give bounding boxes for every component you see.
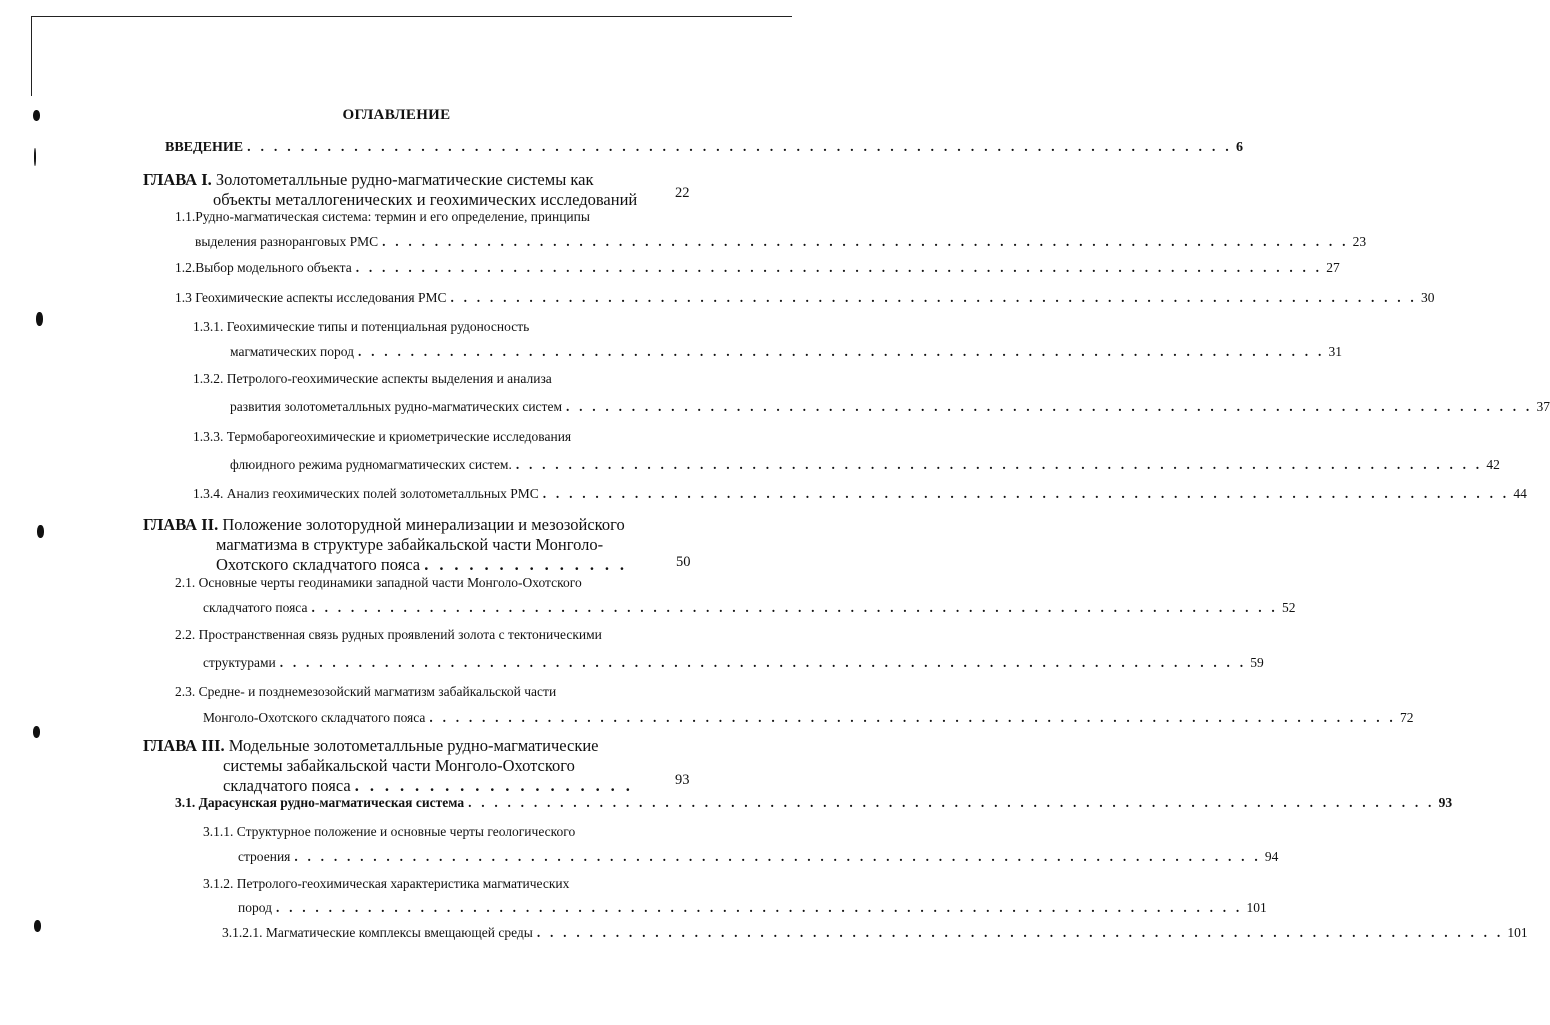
dot-leader: . . . . . . . . . . . . . . . . . . . . . . . . . . . . . . . . . . . . . . . . . . . . . . . . . . . . . . . . . . . . . . . . . . . . . . . . . .: [311, 600, 1278, 615]
dot-leader: . . . . . . . . . . . . . . . . . . . . . . . . . . . . . . . . . . . . . . . . . . . . . . . . . . . . . . . . . . . . . . . . . . . . . . . . . .: [247, 140, 1233, 155]
toc-label: пород: [238, 900, 272, 915]
punch-mark: [33, 726, 40, 738]
toc-entry-line: 1.1.Рудно-магматическая система: термин и его определение, принципы: [175, 209, 590, 224]
chapter-title-line: магматизма в структуре забайкальской части Монголо-: [216, 535, 604, 554]
page-number: 31: [1328, 344, 1343, 359]
toc-entry-line: 2.2. Пространственная связь рудных проявлений золота с тектоническими: [175, 627, 602, 642]
chapter-title-line: Модельные золотометалльные рудно-магматические: [228, 736, 599, 755]
toc-label: 1.3 Геохимические аспекты исследования РМС: [175, 290, 447, 305]
dot-leader: . . . . . . . . . . . . . . . . . . . . . . . . . . . . . . . . . . . . . . . . . . . . . . . . . . . . . . . . . . . . . . . . . . . . . . . . . .: [536, 925, 1504, 940]
chapter-title-line: объекты металлогенических и геохимических исследований: [213, 190, 638, 209]
page-number: 23: [1352, 234, 1367, 249]
dot-leader: . . . . . . . . . . . . . . . . . . . . . . . . . . . . . . . . . . . . . . . . . . . . . . . . . . . . . . . . . . . . . . . . . . . . . . . . . .: [565, 399, 1533, 414]
page-number: 42: [1486, 457, 1500, 472]
toc-entry-1-3-2[interactable]: [230, 397, 1550, 417]
page-number: 37: [1536, 399, 1550, 414]
chapter-title-line: Охотского складчатого пояса: [216, 555, 421, 574]
toc-entry-line: 2.1. Основные черты геодинамики западной части Монголо-Охотского: [175, 575, 582, 590]
punch-mark: [36, 312, 43, 326]
toc-label: структурами: [203, 655, 276, 670]
toc-label: выделения разноранговых РМС: [195, 234, 379, 249]
punch-mark: [34, 148, 36, 166]
page-number: 22: [675, 185, 690, 201]
toc-entry-line: 1.3.2. Петролого-геохимические аспекты выделения и анализа: [193, 371, 552, 386]
toc-entry-line: 3.1.1. Структурное положение и основные черты геологического: [203, 824, 576, 839]
dot-leader: . . . . . . . . . . . . . . . . . . . . . . . . . . . . . . . . . . . . . . . . . . . . . . . . . . . . . . . . . . . . . . . . . . . . . . . . . .: [515, 457, 1483, 472]
page-number: 93: [675, 772, 690, 788]
chapter-title-line: Золотометалльные рудно-магматические системы как: [215, 170, 594, 189]
scan-frame-top: [31, 16, 792, 17]
toc-entry-2-3[interactable]: [203, 708, 1414, 728]
toc-label: 1.3.4. Анализ геохимических полей золотометалльных РМС: [193, 486, 539, 501]
toc-entry-3-1[interactable]: [175, 793, 1453, 813]
dot-leader: . . . . . . . . . . . . . .: [424, 555, 628, 574]
toc-entry-1-3[interactable]: [175, 288, 1435, 308]
dot-leader: . . . . . . . . . . . . . . . . . . . . . . . . . . . . . . . . . . . . . . . . . . . . . . . . . . . . . . . . . . . . . . . . . . . . . . . . . .: [450, 290, 1418, 305]
page-number: 59: [1250, 655, 1264, 670]
toc-label: Монголо-Охотского складчатого пояса: [203, 710, 426, 725]
dot-leader: . . . . . . . . . . . . . . . . . . . . . . . . . . . . . . . . . . . . . . . . . . . . . . . . . . . . . . . . . . . . . . . . . . . . . . . . . .: [382, 234, 1349, 249]
toc-entry-2-1[interactable]: [203, 598, 1296, 618]
toc-entry-1-3-3[interactable]: [230, 455, 1500, 475]
chapter-title-line: системы забайкальской части Монголо-Охотского: [223, 756, 575, 775]
toc-chapter-3[interactable]: [143, 736, 693, 800]
toc-entry-2-2[interactable]: [203, 653, 1264, 673]
page-title: ОГЛАВЛЕНИЕ: [342, 107, 451, 123]
chapter-title-line: Положение золоторудной минерализации и мезозойского: [222, 515, 625, 534]
dot-leader: . . . . . . . . . . . . . . . . . . . . . . . . . . . . . . . . . . . . . . . . . . . . . . . . . . . . . . . . . . . . . . . . . . . . . . . . . .: [275, 900, 1243, 915]
toc-entry-3-1-1[interactable]: [238, 847, 1279, 867]
page-number: 101: [1246, 900, 1267, 915]
toc-label: складчатого пояса: [203, 600, 308, 615]
toc-label: 1.2.Выбор модельного объекта: [175, 260, 352, 275]
page-number: 27: [1326, 260, 1340, 275]
toc-entry-1-3-1[interactable]: [230, 342, 1343, 362]
toc-label: развития золотометалльных рудно-магматических систем: [230, 399, 562, 414]
toc-label: 3.1. Дарасунская рудно-магматическая система: [175, 795, 465, 810]
punch-mark: [34, 920, 41, 932]
toc-entry-1-2[interactable]: [175, 258, 1340, 278]
page-number: 50: [676, 554, 691, 570]
toc-label: флюидного режима рудномагматических систем.: [230, 457, 512, 472]
dot-leader: . . . . . . . . . . . . . . . . . . . . . . . . . . . . . . . . . . . . . . . . . . . . . . . . . . . . . . . . . . . . . . . . . . . . . . . . . .: [355, 260, 1323, 275]
toc-entry-line: 1.3.3. Термобарогеохимические и криометрические исследования: [193, 429, 572, 444]
dot-leader: . . . . . . . . . . . . . . . . . . .: [354, 776, 634, 795]
dot-leader: . . . . . . . . . . . . . . . . . . . . . . . . . . . . . . . . . . . . . . . . . . . . . . . . . . . . . . . . . . . . . . . . . . . . . . . . . .: [294, 849, 1261, 864]
dot-leader: . . . . . . . . . . . . . . . . . . . . . . . . . . . . . . . . . . . . . . . . . . . . . . . . . . . . . . . . . . . . . . . . . . . . . . . . . .: [429, 710, 1396, 725]
toc-entry-line: 1.3.1. Геохимические типы и потенциальная рудоносность: [193, 319, 530, 334]
toc-entry-3-1-2-1[interactable]: [222, 923, 1528, 943]
page-number: 30: [1421, 290, 1435, 305]
toc-chapter-2[interactable]: [143, 515, 693, 579]
punch-mark: [37, 525, 44, 538]
page-number: 72: [1399, 710, 1414, 725]
page-number: 44: [1513, 486, 1527, 501]
toc-label: строения: [238, 849, 291, 864]
page-number: 52: [1282, 600, 1296, 615]
dot-leader: . . . . . . . . . . . . . . . . . . . . . . . . . . . . . . . . . . . . . . . . . . . . . . . . . . . . . . . . . . . . . . . . . . . . . . . . . .: [542, 486, 1510, 501]
chapter-title-line: складчатого пояса: [223, 776, 351, 795]
scan-frame-left: [31, 16, 32, 96]
toc-label: ВВЕДЕНИЕ: [165, 140, 244, 155]
chapter-head: ГЛАВА II.: [143, 515, 219, 534]
toc-entry-line: 2.3. Средне- и позднемезозойский магматизм забайкальской части: [175, 684, 557, 699]
page-number: 101: [1507, 925, 1528, 940]
toc-label: магматических пород: [230, 344, 354, 359]
toc-entry-intro[interactable]: [165, 138, 1244, 158]
toc-entry-1-3-4[interactable]: [193, 484, 1527, 504]
toc-label: 3.1.2.1. Магматические комплексы вмещающей среды: [222, 925, 533, 940]
toc-entry-3-1-2[interactable]: [238, 898, 1267, 918]
dot-leader: . . . . . . . . . . . . . . . . . . . . . . . . . . . . . . . . . . . . . . . . . . . . . . . . . . . . . . . . . . . . . . . . . . . . . . . . . .: [279, 655, 1247, 670]
page-number: 6: [1236, 140, 1244, 155]
dot-leader: . . . . . . . . . . . . . . . . . . . . . . . . . . . . . . . . . . . . . . . . . . . . . . . . . . . . . . . . . . . . . . . . . . . . . . . . . .: [358, 344, 1325, 359]
toc-entry-1-1[interactable]: [195, 232, 1367, 252]
page-number: 94: [1264, 849, 1279, 864]
page-number: 93: [1438, 795, 1453, 810]
toc-entry-line: 3.1.2. Петролого-геохимическая характеристика магматических: [203, 876, 570, 891]
chapter-head: ГЛАВА I.: [143, 170, 212, 189]
chapter-head: ГЛАВА III.: [143, 736, 225, 755]
dot-leader: . . . . . . . . . . . . . . . . . . . . . . . . . . . . . . . . . . . . . . . . . . . . . . . . . . . . . . . . . . . . . . . . . . . . . . . . . .: [468, 795, 1435, 810]
